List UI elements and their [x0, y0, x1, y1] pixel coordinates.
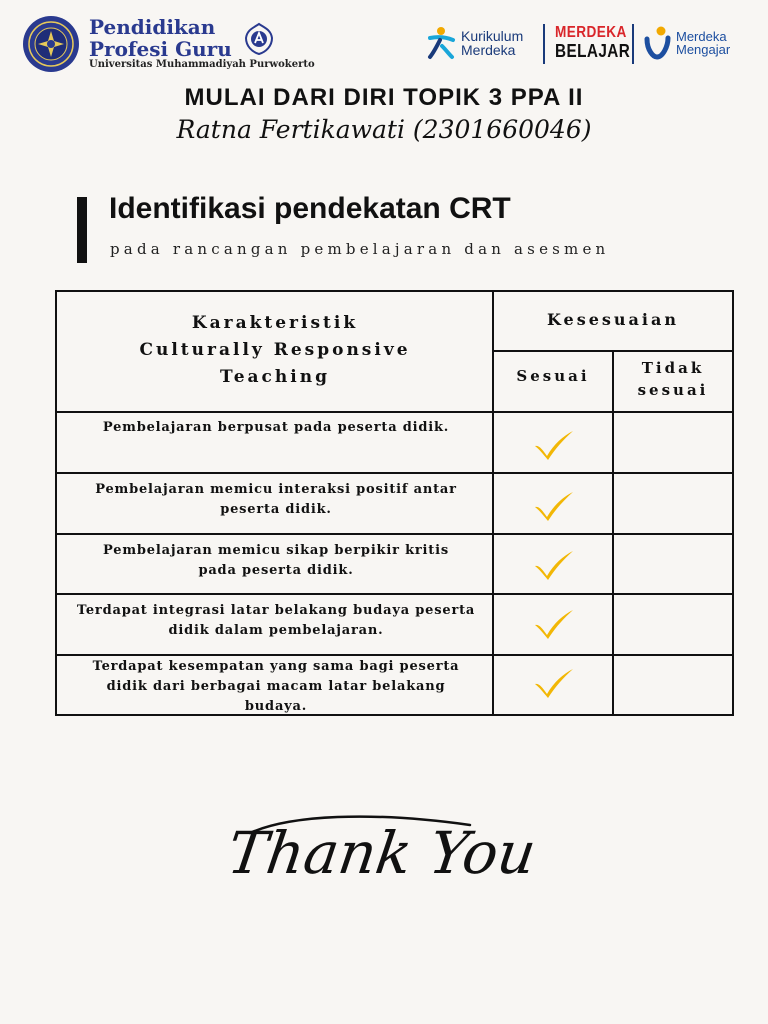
section-accent-bar	[77, 197, 87, 263]
table-border	[55, 472, 734, 474]
merdeka-mengajar-line1: Merdeka	[676, 29, 727, 44]
logo-divider	[632, 24, 634, 64]
table-border	[55, 290, 734, 292]
header-characteristic	[58, 310, 492, 391]
ppg-emblem-icon	[243, 22, 275, 56]
header-characteristic-line: Culturally Responsive	[139, 340, 411, 360]
criterion-line: Terdapat kesempatan yang sama bagi peserta	[92, 659, 460, 674]
criterion-line: Terdapat integrasi latar belakang budaya peserta	[76, 603, 476, 618]
checkmark-icon	[532, 548, 576, 582]
header-yes: Sesuai	[516, 367, 590, 385]
merdeka-mengajar-line2: Mengajar	[676, 42, 731, 57]
header-no-line: Tidak	[641, 359, 705, 377]
criterion-line: didik dalam pembelajaran.	[168, 623, 384, 638]
table-row-criterion	[62, 418, 490, 438]
criterion-line: budaya.	[244, 699, 308, 714]
criterion-line: Pembelajaran berpusat pada peserta didik.	[102, 420, 450, 435]
checkmark-icon	[532, 607, 576, 641]
table-border	[55, 533, 734, 535]
kurikulum-merdeka-line1: Kurikulum	[461, 28, 524, 44]
criterion-line: peserta didik.	[220, 502, 332, 517]
table-border	[732, 290, 734, 716]
logo-divider	[543, 24, 545, 64]
table-row-criterion	[62, 601, 490, 641]
section-subtitle: pada rancangan pembelajaran dan asesmen	[110, 240, 610, 258]
checkmark-icon	[532, 428, 576, 462]
checkmark-icon	[532, 489, 576, 523]
page-title: MULAI DARI DIRI TOPIK 3 PPA II	[184, 84, 584, 111]
ppg-subtitle: Universitas Muhammadiyah Purwokerto	[89, 59, 315, 70]
merdeka-belajar-line2: BELAJAR	[555, 41, 631, 61]
table-border	[492, 290, 494, 716]
thank-you-script	[220, 795, 540, 910]
merdeka-belajar-line1: MERDEKA	[555, 24, 627, 41]
section-title: Identifikasi pendekatan CRT	[109, 192, 511, 225]
table-row-criterion	[62, 541, 490, 581]
header-no-line: sesuai	[637, 381, 709, 399]
university-seal-icon	[22, 15, 80, 73]
kurikulum-merdeka-line2: Merdeka	[461, 42, 516, 58]
table-border	[612, 350, 614, 716]
table-row-criterion	[62, 657, 490, 717]
author-name: Ratna Fertikawati (2301660046)	[176, 115, 592, 144]
kurikulum-merdeka-icon	[426, 26, 456, 60]
table-border	[55, 290, 57, 716]
header-characteristic-line: Teaching	[220, 367, 330, 387]
thank-you-text: Thank You	[223, 819, 540, 887]
criterion-line: Pembelajaran memicu interaksi positif antar	[95, 482, 457, 497]
table-border	[55, 654, 734, 656]
merdeka-mengajar-icon	[643, 26, 671, 60]
checkmark-icon	[532, 666, 576, 700]
table-border	[55, 593, 734, 595]
ppg-title-line1: Pendidikan	[89, 15, 216, 39]
criterion-line: didik dari berbagai macam latar belakang	[106, 679, 446, 694]
header-no	[614, 357, 732, 401]
ppg-title-line2: Profesi Guru	[89, 37, 232, 61]
table-row-criterion	[62, 480, 490, 520]
criterion-line: Pembelajaran memicu sikap berpikir kritis	[103, 543, 449, 558]
table-border	[55, 411, 734, 413]
header-conformity: Kesesuaian	[546, 310, 679, 329]
header-characteristic-line: Karakteristik	[191, 313, 359, 333]
criterion-line: pada peserta didik.	[198, 563, 354, 578]
